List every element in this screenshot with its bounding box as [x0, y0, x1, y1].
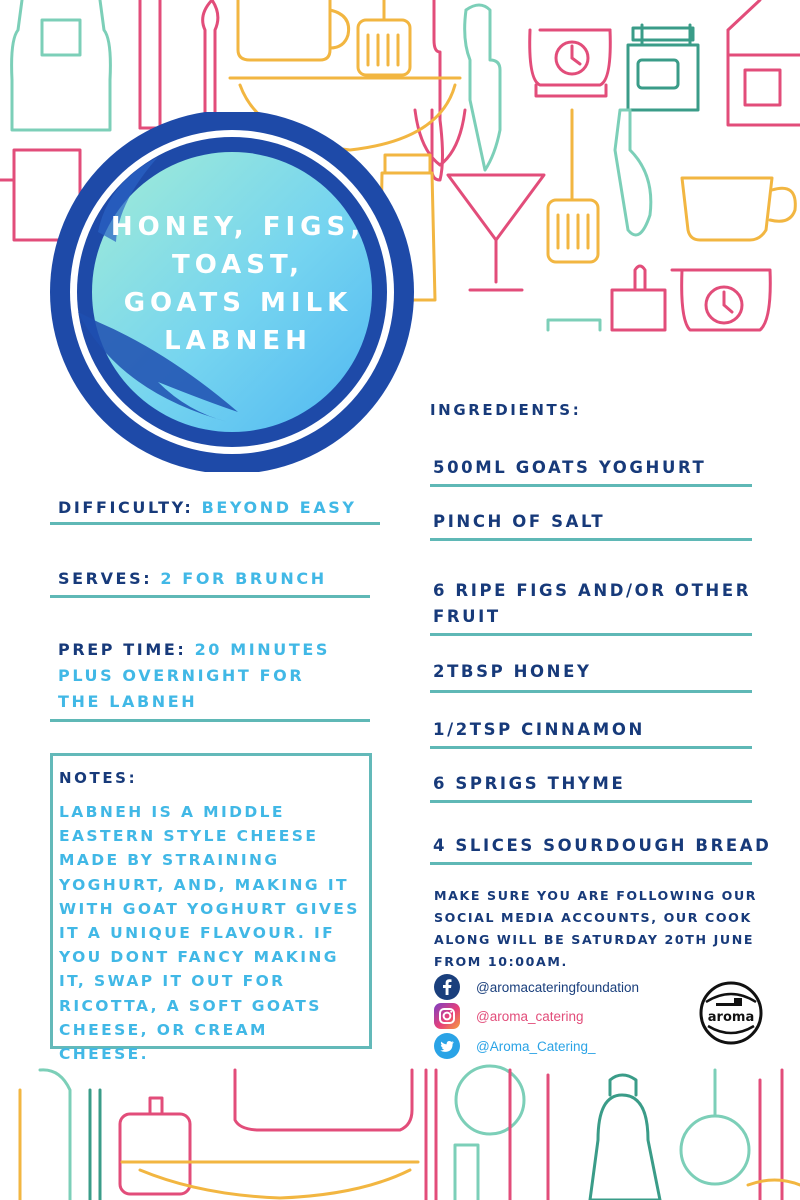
bottom-doodles	[20, 1066, 800, 1200]
divider	[50, 522, 380, 525]
divider	[430, 633, 752, 636]
logo-text: aroma	[707, 1010, 755, 1025]
twitter-handle: @Aroma_Catering_	[476, 1038, 596, 1054]
social-facebook[interactable]	[434, 974, 639, 1000]
notes-heading: NOTES:	[59, 769, 138, 787]
serves-value: 2 FOR BRUNCH	[160, 569, 327, 588]
ingredient-item: 4 SLICES SOURDOUGH BREAD	[433, 836, 772, 855]
notes-body: LABNEH IS A MIDDLE EASTERN STYLE CHEESE MADE BY STRAINING YOGHURT, AND, MAKING IT WITH GOAT YOGHURT GIVES IT A UNIQUE FLAVOUR. IF YOU DONT FANCY MAKING IT, SWAP IT OUT FOR RICOTTA, A SOFT GOATS CHEESE, OR CREAM CHEESE.	[59, 803, 360, 1064]
divider	[430, 862, 752, 865]
jug-doodle	[238, 0, 349, 60]
cup-doodle	[682, 178, 795, 240]
follow-us-text: MAKE SURE YOU ARE FOLLOWING OUR SOCIAL MEDIA ACCOUNTS, OUR COOK ALONG WILL BE SATURDAY 20TH JUNE FROM 10:00AM.	[434, 888, 758, 969]
divider	[430, 746, 752, 749]
scale-doodle	[530, 30, 611, 96]
serves-label: SERVES:	[58, 569, 153, 588]
divider	[50, 719, 370, 722]
difficulty-value: BEYOND EASY	[201, 498, 357, 517]
milk-carton-doodle	[728, 0, 800, 125]
jar-doodle	[628, 25, 698, 110]
instagram-handle: @aroma_catering	[476, 1008, 584, 1024]
instagram-icon	[434, 1003, 460, 1029]
divider	[430, 484, 752, 487]
ingredient-item: 2TBSP HONEY	[433, 662, 592, 681]
ingredient-item: PINCH OF SALT	[433, 512, 606, 531]
ingredient-item: 1/2TSP CINNAMON	[433, 720, 645, 739]
serves-row	[58, 566, 378, 592]
ingredient-item: 6 SPRIGS THYME	[433, 774, 626, 793]
social-twitter[interactable]	[434, 1033, 596, 1059]
scale2-doodle	[672, 270, 770, 330]
spatula-doodle	[358, 0, 410, 75]
aroma-logo	[698, 980, 764, 1046]
ingredient-item: 500ML GOATS YOGHURT	[433, 458, 707, 477]
ingredient-item: 6 RIPE FIGS AND/OR OTHER FRUIT	[433, 581, 752, 626]
prep-time-value: 20 MINUTES PLUS OVERNIGHT FOR THE LABNEH	[58, 640, 331, 711]
divider	[430, 690, 752, 693]
difficulty-label: DIFFICULTY:	[58, 498, 194, 517]
facebook-handle: @aromacateringfoundation	[476, 979, 640, 995]
prep-time-row	[58, 637, 354, 715]
cutting-board-doodle	[612, 266, 665, 330]
twitter-icon	[434, 1033, 460, 1059]
divider	[430, 538, 752, 541]
difficulty-row	[58, 495, 378, 521]
divider	[50, 595, 370, 598]
spatula2-doodle	[548, 110, 598, 262]
ingredients-heading: INGREDIENTS:	[430, 401, 582, 419]
knife-doodle	[465, 5, 500, 170]
knife2-doodle	[615, 110, 651, 235]
social-instagram[interactable]	[434, 1003, 584, 1029]
notes-box	[50, 753, 372, 1064]
recipe-title: HONEY, FIGS, TOAST, GOATS MILK LABNEH	[110, 212, 366, 356]
apron-doodle	[12, 0, 111, 130]
martini-glass-doodle	[448, 175, 544, 290]
jar2-doodle	[548, 320, 600, 330]
facebook-icon	[434, 974, 460, 1000]
prep-time-label: PREP TIME:	[58, 640, 187, 659]
divider	[430, 800, 752, 803]
